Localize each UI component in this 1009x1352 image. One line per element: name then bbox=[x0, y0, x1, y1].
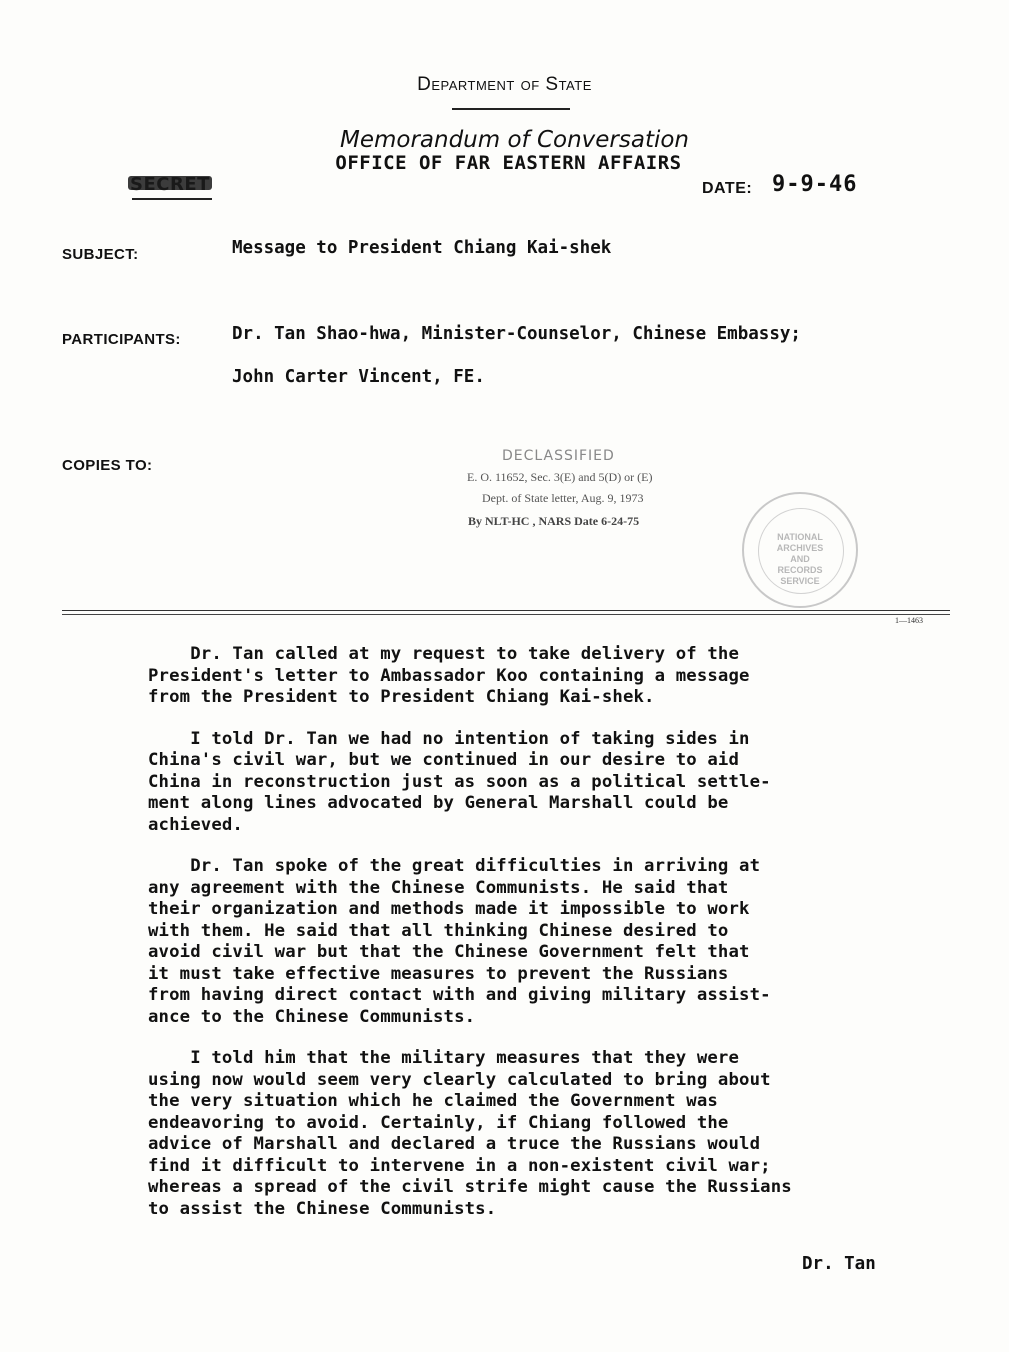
body-line: Dr. Tan spoke of the great difficulties in arriving at bbox=[148, 856, 761, 876]
memo-title: Memorandum of Conversation bbox=[339, 127, 690, 153]
body-line: ment along lines advocated by General Marshall could be bbox=[148, 793, 729, 813]
archives-seal-icon bbox=[742, 492, 858, 608]
office-heading: OFFICE OF FAR EASTERN AFFAIRS bbox=[335, 152, 682, 174]
body-line: Dr. Tan called at my request to take delivery of the bbox=[148, 644, 740, 664]
body-line: find it difficult to intervene in a non-existent civil war; bbox=[148, 1155, 771, 1176]
date-label: DATE: bbox=[702, 180, 753, 197]
body-line: achieved. bbox=[148, 814, 243, 835]
body-line: the very situation which he claimed the Government was bbox=[148, 1091, 718, 1111]
paragraph-1 bbox=[148, 644, 918, 709]
participants-line-1: Dr. Tan Shao-hwa, Minister-Counselor, Chinese Embassy; bbox=[232, 324, 801, 344]
subject-label: SUBJECT: bbox=[62, 246, 139, 263]
body-line: China's civil war, but we continued in our desire to aid bbox=[148, 750, 740, 770]
copies-to-label: COPIES TO: bbox=[62, 457, 153, 474]
stamp-title: DECLASSIFIED bbox=[502, 448, 615, 464]
body-line: I told him that the military measures that they were bbox=[148, 1048, 740, 1068]
heading-divider bbox=[452, 108, 570, 110]
declassification-stamp bbox=[462, 448, 732, 529]
body-line: ance to the Chinese Communists. bbox=[148, 1006, 476, 1027]
body-line: whereas a spread of the civil strife might cause the Russians bbox=[148, 1177, 792, 1197]
body-line: advice of Marshall and declared a truce the Russians would bbox=[148, 1134, 761, 1154]
body-line: from having direct contact with and giving military assist- bbox=[148, 985, 771, 1005]
stamp-authority: E. O. 11652, Sec. 3(E) and 5(D) or (E) bbox=[467, 470, 653, 484]
subject-value: Message to President Chiang Kai-shek bbox=[232, 238, 612, 258]
stamp-letter: Dept. of State letter, Aug. 9, 1973 bbox=[482, 491, 644, 505]
seal-text: NATIONAL ARCHIVES AND RECORDS SERVICE bbox=[776, 532, 824, 586]
body-line: using now would seem very clearly calculated to bring about bbox=[148, 1069, 771, 1090]
section-divider-top bbox=[62, 610, 950, 611]
paragraph-2 bbox=[148, 729, 918, 837]
classification-strikeout bbox=[128, 176, 212, 190]
body-line: their organization and methods made it impossible to work bbox=[148, 899, 750, 919]
paragraph-4 bbox=[148, 1048, 918, 1220]
form-number: 1—1463 bbox=[895, 616, 923, 625]
department-heading: Department of State bbox=[417, 74, 592, 95]
paragraph-3 bbox=[148, 856, 918, 1028]
body-line: it must take effective measures to prevent the Russians bbox=[148, 963, 729, 984]
date-value: 9-9-46 bbox=[772, 172, 858, 197]
body-line: avoid civil war but that the Chinese Government felt that bbox=[148, 942, 750, 962]
stamp-signature: By NLT-HC , NARS Date 6-24-75 bbox=[468, 514, 640, 528]
continuation-catchword: Dr. Tan bbox=[802, 1254, 876, 1274]
body-line: China in reconstruction just as soon as a political settle- bbox=[148, 771, 771, 792]
body-line: endeavoring to avoid. Certainly, if Chiang followed the bbox=[148, 1112, 729, 1133]
body-line: to assist the Chinese Communists. bbox=[148, 1198, 497, 1219]
body-line: with them. He said that all thinking Chinese desired to bbox=[148, 920, 729, 941]
participants-label: PARTICIPANTS: bbox=[62, 331, 181, 348]
body-line: any agreement with the Chinese Communists. He said that bbox=[148, 877, 729, 898]
memo-body bbox=[148, 644, 918, 1240]
body-line: I told Dr. Tan we had no intention of taking sides in bbox=[148, 728, 750, 749]
body-line: President's letter to Ambassador Koo containing a message bbox=[148, 665, 750, 686]
participants-line-2: John Carter Vincent, FE. bbox=[232, 367, 485, 387]
classification-underline bbox=[132, 198, 212, 200]
section-divider-bottom bbox=[62, 614, 950, 615]
body-line: from the President to President Chiang Kai-shek. bbox=[148, 687, 655, 707]
